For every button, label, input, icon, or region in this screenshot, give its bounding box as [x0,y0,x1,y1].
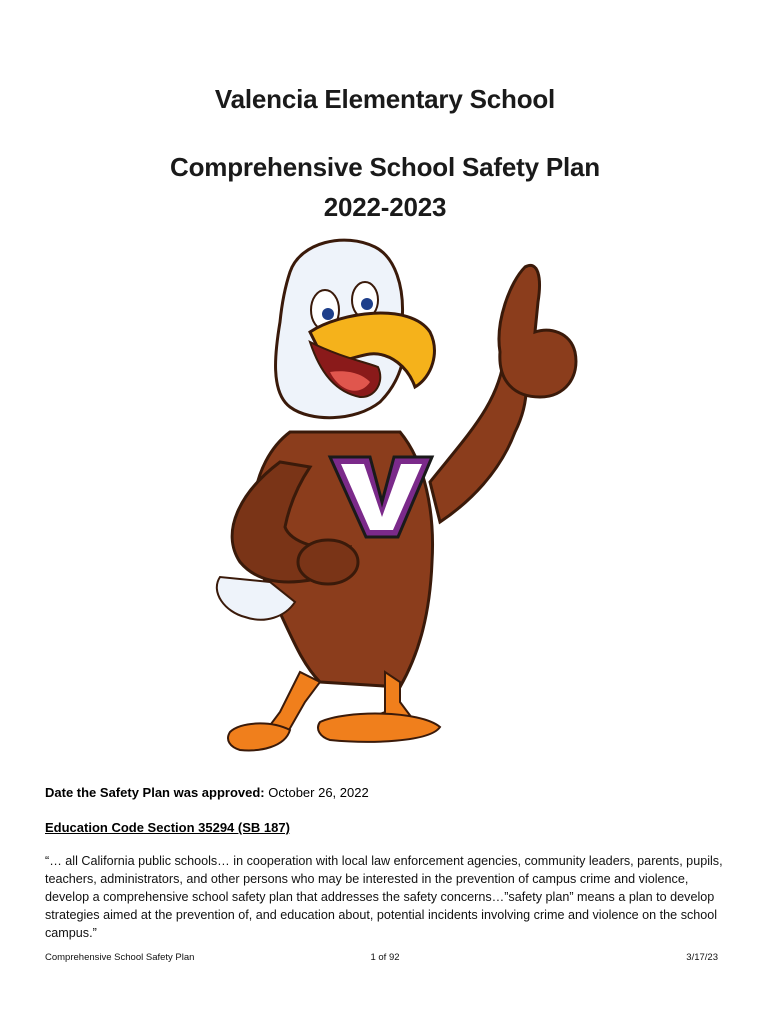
approval-label: Date the Safety Plan was approved: [45,785,265,800]
school-name: Valencia Elementary School [214,84,556,114]
eagle-mascot-icon [170,232,600,772]
education-code-quote: “… all California public schools… in cooperation with local law enforcement agencies, community leaders, parents, pupils, teachers, administrators, and other persons who may be interested in the prevention of campus crime and violence, develop a comprehensive school safety plan that addresses the safety concerns…”safety plan” means a plan to develop strategies aimed at the prevention of, and education about, potential incidents involving crime and violence on the school campus.” [45,854,723,940]
school-year: 2022-2023 [323,192,447,222]
footer-date: 3/17/23 [686,952,718,963]
approval-date [45,785,369,800]
education-code-heading: Education Code Section 35294 (SB 187) [45,820,290,835]
footer-page-number: 1 of 92 [370,952,400,963]
plan-title: Comprehensive School Safety Plan [170,152,600,182]
footer-document-title: Comprehensive School Safety Plan [45,952,195,963]
approval-value: October 26, 2022 [264,785,369,800]
